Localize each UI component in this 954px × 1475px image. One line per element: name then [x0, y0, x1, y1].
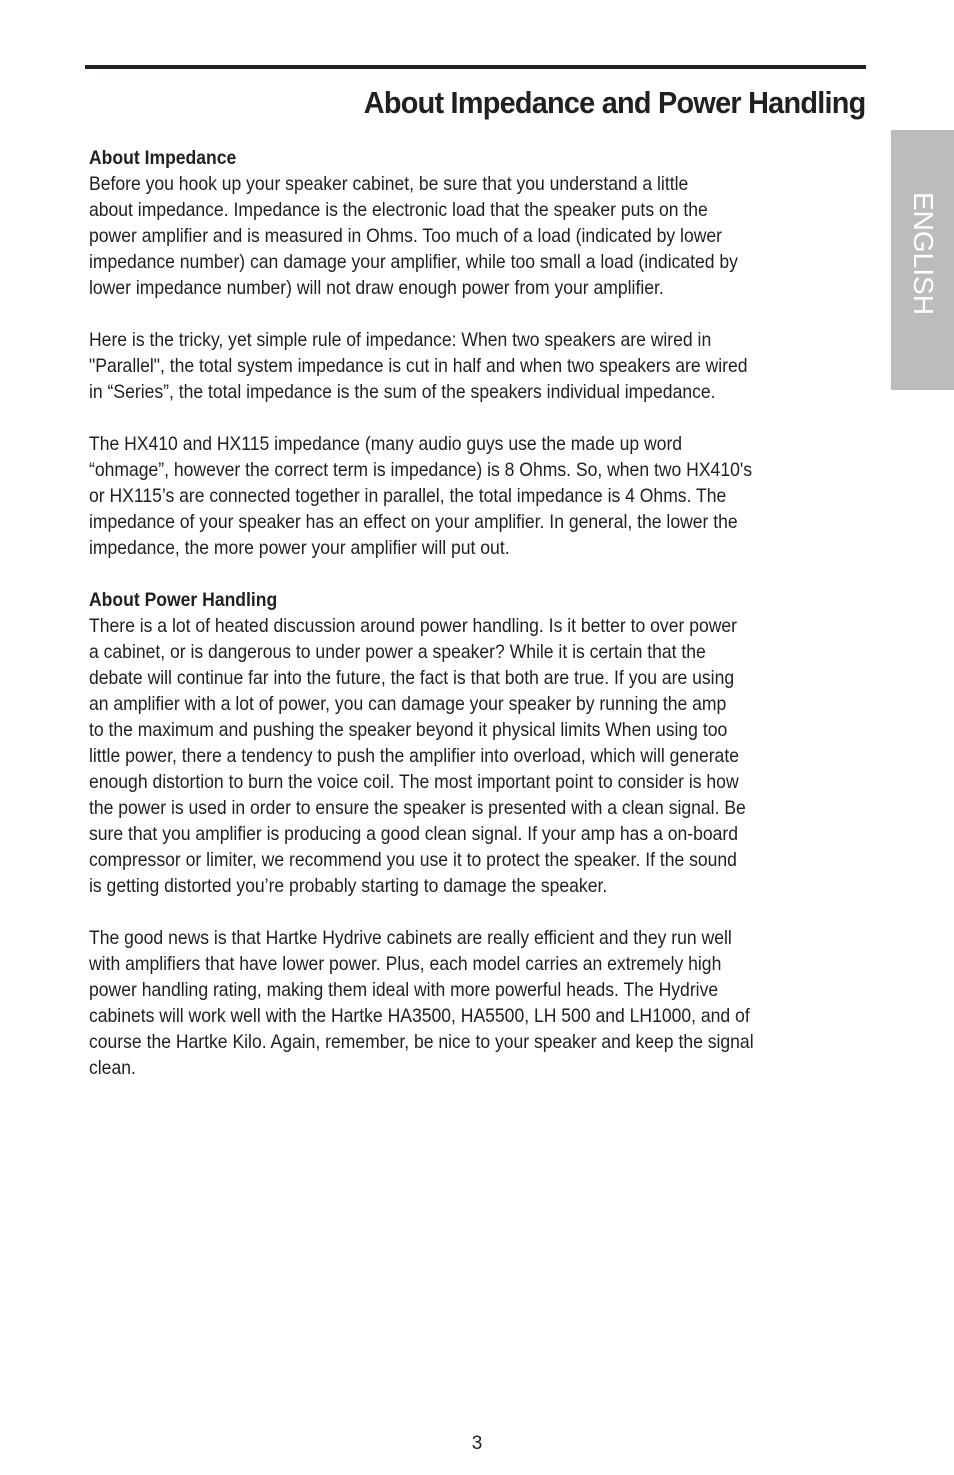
- section-heading: About Impedance: [89, 148, 237, 169]
- text-line: in “Series”, the total impedance is the sum of the speakers individual impedance.: [89, 382, 716, 403]
- text-line: "Parallel", the total system impedance is cut in half and when two speakers are wired: [89, 356, 748, 377]
- text-line: little power, there a tendency to push the amplifier into overload, which will generate: [89, 746, 739, 767]
- text-line: clean.: [89, 1058, 136, 1079]
- text-line: cabinets will work well with the Hartke HA3500, HA5500, LH 500 and LH1000, and of: [89, 1006, 750, 1027]
- paragraph: [89, 926, 879, 1082]
- paragraph: [89, 432, 879, 562]
- language-tab-label: ENGLISH: [907, 192, 939, 315]
- text-line: a cabinet, or is dangerous to under power a speaker? While it is certain that the: [89, 642, 706, 663]
- paragraph: [89, 328, 879, 406]
- text-line: The HX410 and HX115 impedance (many audio guys use the made up word: [89, 434, 683, 455]
- text-line: enough distortion to burn the voice coil. The most important point to consider is how: [89, 772, 739, 793]
- section-about-impedance: [89, 146, 879, 562]
- text-line: Here is the tricky, yet simple rule of impedance: When two speakers are wired in: [89, 330, 712, 351]
- section-about-power-handling: [89, 588, 879, 1082]
- text-line: or HX115’s are connected together in parallel, the total impedance is 4 Ohms. The: [89, 486, 727, 507]
- text-line: sure that you amplifier is producing a good clean signal. If your amp has a on-board: [89, 824, 739, 845]
- text-line: “ohmage”, however the correct term is impedance) is 8 Ohms. So, when two HX410's: [89, 460, 752, 481]
- text-line: power amplifier and is measured in Ohms. Too much of a load (indicated by lower: [89, 226, 723, 247]
- text-line: There is a lot of heated discussion around power handling. Is it better to over power: [89, 616, 738, 637]
- page-title: About Impedance and Power Handling: [363, 85, 865, 120]
- paragraph: [89, 614, 879, 900]
- text-line: the power is used in order to ensure the speaker is presented with a clean signal. Be: [89, 798, 746, 819]
- paragraph: [89, 172, 879, 302]
- text-line: is getting distorted you’re probably starting to damage the speaker.: [89, 876, 608, 897]
- language-tab: [891, 130, 954, 390]
- text-line: with amplifiers that have lower power. Plus, each model carries an extremely high: [89, 954, 722, 975]
- text-line: impedance of your speaker has an effect on your amplifier. In general, the lower the: [89, 512, 738, 533]
- top-rule-divider: [85, 65, 866, 69]
- text-line: compressor or limiter, we recommend you use it to protect the speaker. If the sound: [89, 850, 737, 871]
- document-body: [89, 146, 879, 1082]
- text-line: about impedance. Impedance is the electronic load that the speaker puts on the: [89, 200, 708, 221]
- text-line: course the Hartke Kilo. Again, remember, be nice to your speaker and keep the signal: [89, 1032, 754, 1053]
- text-line: debate will continue far into the future, the fact is that both are true. If you are using: [89, 668, 735, 689]
- text-line: an amplifier with a lot of power, you can damage your speaker by running the amp: [89, 694, 727, 715]
- text-line: impedance number) can damage your amplifier, while too small a load (indicated by: [89, 252, 738, 273]
- text-line: lower impedance number) will not draw enough power from your amplifier.: [89, 278, 664, 299]
- text-line: The good news is that Hartke Hydrive cabinets are really efficient and they run well: [89, 928, 732, 949]
- text-line: impedance, the more power your amplifier will put out.: [89, 538, 510, 559]
- page-number: 3: [471, 1433, 483, 1454]
- text-line: Before you hook up your speaker cabinet, be sure that you understand a little: [89, 174, 689, 195]
- text-line: to the maximum and pushing the speaker beyond it physical limits When using too: [89, 720, 728, 741]
- text-line: power handling rating, making them ideal with more powerful heads. The Hydrive: [89, 980, 719, 1001]
- section-heading: About Power Handling: [89, 590, 278, 611]
